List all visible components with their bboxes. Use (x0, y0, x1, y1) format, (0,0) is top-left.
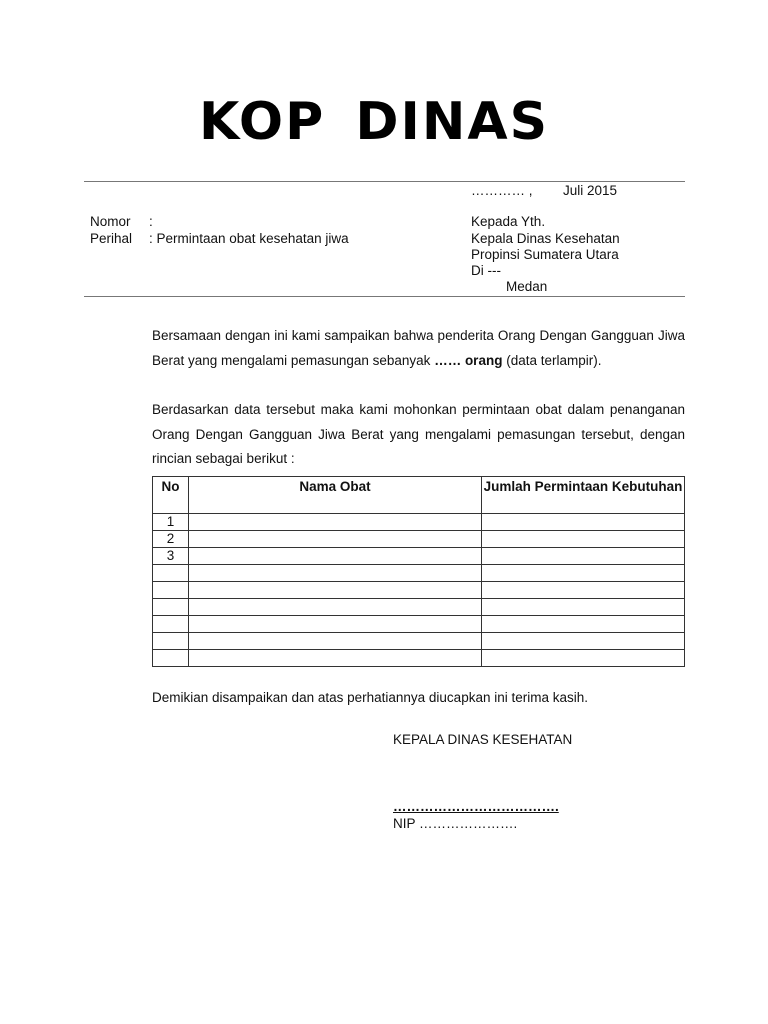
row-medicine (189, 548, 482, 565)
row-medicine (189, 582, 482, 599)
table-row (153, 565, 685, 582)
table-row (153, 582, 685, 599)
signatory-nip: NIP …………………. (393, 816, 518, 831)
perihal-value: : Permintaan obat kesehatan jiwa (149, 231, 349, 246)
recipient-line-2: Kepala Dinas Kesehatan (471, 231, 620, 246)
row-quantity (482, 633, 685, 650)
row-no (153, 650, 189, 667)
paragraph-request: Berdasarkan data tersebut maka kami mohonkan permintaan obat dalam penanganan Orang Dengan Gangguan Jiwa Berat yang mengalami pemasungan tersebut, dengan rincian sebagai berikut : (152, 402, 685, 466)
row-medicine (189, 616, 482, 633)
row-quantity (482, 582, 685, 599)
paragraph-intro (152, 324, 685, 373)
table-header-row (153, 477, 685, 514)
row-no (153, 582, 189, 599)
row-quantity (482, 599, 685, 616)
row-no (153, 599, 189, 616)
row-quantity (482, 548, 685, 565)
table-row (153, 548, 685, 565)
row-medicine (189, 531, 482, 548)
row-medicine (189, 599, 482, 616)
signatory-title: KEPALA DINAS KESEHATAN (393, 732, 573, 747)
table-row (153, 633, 685, 650)
nomor-label: Nomor (90, 214, 131, 229)
date-month-year: Juli 2015 (563, 183, 618, 198)
closing-sentence: Demikian disampaikan dan atas perhatiannya diucapkan ini terima kasih. (152, 690, 588, 705)
row-no: 1 (153, 514, 189, 531)
table-row (153, 531, 685, 548)
letterhead-title: KOP DINAS (198, 92, 550, 152)
header-rule-top (84, 181, 685, 182)
row-quantity (482, 531, 685, 548)
recipient-line-4: Di --- (471, 263, 501, 278)
row-no (153, 616, 189, 633)
row-medicine (189, 650, 482, 667)
table-row (153, 514, 685, 531)
row-quantity (482, 565, 685, 582)
header-rule-bottom (84, 296, 685, 297)
header-jumlah: Jumlah Permintaan Kebutuhan (482, 477, 685, 514)
header-nama-obat: Nama Obat (189, 477, 482, 514)
table-row (153, 616, 685, 633)
row-quantity (482, 514, 685, 531)
date-placeholder: ………… , (471, 183, 533, 198)
row-medicine (189, 565, 482, 582)
row-quantity (482, 650, 685, 667)
medicine-request-table (152, 476, 685, 667)
paragraph-intro-text: Bersamaan dengan ini kami sampaikan bahwa penderita Orang Dengan Gangguan Jiwa Berat yang mengalami pemasungan sebanyak (152, 328, 685, 368)
signatory-name-placeholder: ………………………………. (393, 799, 559, 814)
row-no (153, 633, 189, 650)
row-no: 3 (153, 548, 189, 565)
recipient-line-1: Kepada Yth. (471, 214, 546, 229)
row-medicine (189, 514, 482, 531)
recipient-line-3: Propinsi Sumatera Utara (471, 247, 619, 262)
nomor-value: : (149, 214, 153, 229)
row-no: 2 (153, 531, 189, 548)
perihal-label: Perihal (90, 231, 133, 246)
row-no (153, 565, 189, 582)
recipient-city: Medan (506, 279, 548, 294)
table-row (153, 599, 685, 616)
table-row (153, 650, 685, 667)
paragraph-intro-tail: (data terlampir). (502, 352, 602, 368)
patient-count-placeholder: …… orang (434, 352, 503, 368)
header-no: No (153, 477, 189, 514)
row-quantity (482, 616, 685, 633)
row-medicine (189, 633, 482, 650)
